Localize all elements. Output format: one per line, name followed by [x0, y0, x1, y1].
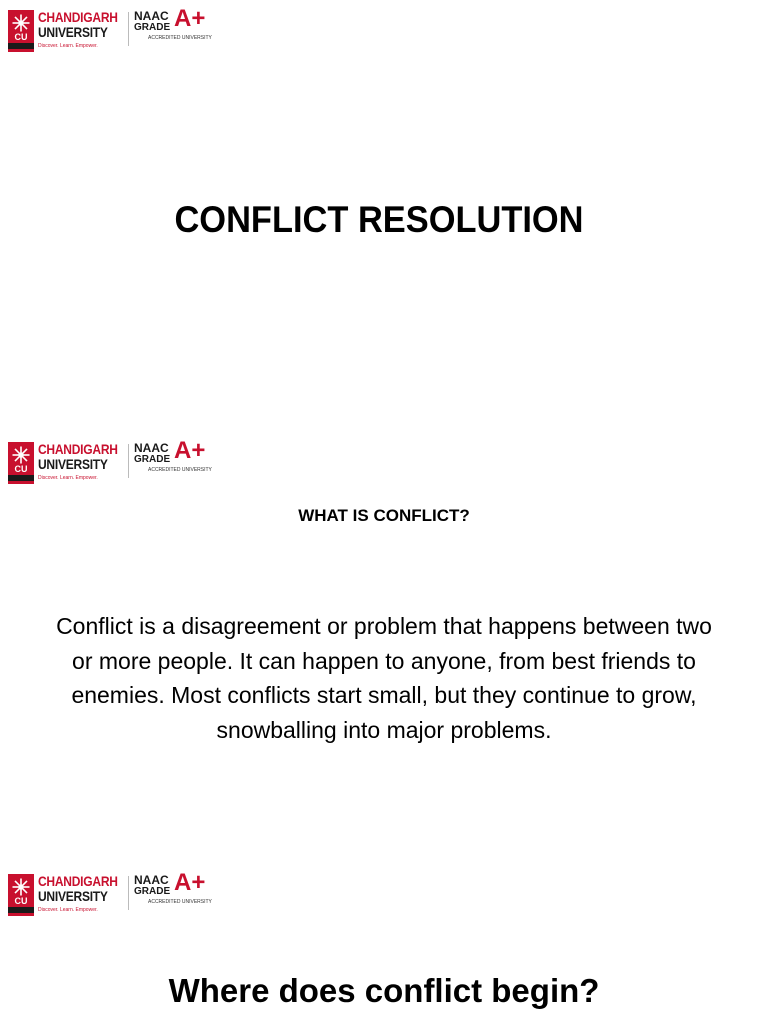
- emblem-base: [8, 475, 34, 481]
- emblem-star-icon: [11, 13, 31, 33]
- university-name-line2: UNIVERSITY: [38, 456, 108, 472]
- grade-label: GRADE: [134, 886, 171, 897]
- grade-value: A+: [174, 5, 206, 32]
- university-tagline: Discover. Learn. Empower.: [38, 475, 98, 481]
- grade-label: GRADE: [134, 22, 171, 33]
- university-name-line2: UNIVERSITY: [38, 888, 108, 904]
- university-logo-header: [8, 5, 212, 52]
- logo-divider: [128, 876, 129, 910]
- naac-badge: [134, 437, 212, 482]
- emblem-text: CU: [14, 32, 28, 42]
- emblem-star-icon: [11, 445, 31, 465]
- slide-3: [0, 864, 768, 1024]
- cu-emblem-icon: [8, 10, 34, 52]
- emblem-base: [8, 43, 34, 49]
- cu-emblem-icon: [8, 442, 34, 484]
- emblem-star-icon: [11, 877, 31, 897]
- naac-badge: [134, 5, 212, 50]
- accredited-label: ACCREDITED UNIVERSITY: [148, 35, 212, 41]
- grade-label: GRADE: [134, 454, 171, 465]
- logo-divider: [128, 444, 129, 478]
- university-name-line2: UNIVERSITY: [38, 24, 108, 40]
- emblem-text: CU: [14, 464, 28, 474]
- logo-divider: [128, 12, 129, 46]
- university-tagline: Discover. Learn. Empower.: [38, 43, 98, 49]
- accredited-label: ACCREDITED UNIVERSITY: [148, 467, 212, 473]
- naac-badge: [134, 869, 212, 914]
- emblem-text: CU: [14, 896, 28, 906]
- slide-2: [0, 432, 768, 864]
- university-tagline: Discover. Learn. Empower.: [38, 907, 98, 913]
- university-name-line1: CHANDIGARH: [38, 9, 118, 25]
- emblem-base: [8, 907, 34, 913]
- grade-value: A+: [174, 869, 206, 896]
- definition-paragraph: Conflict is a disagreement or problem that happens between two or more people. It can happen to anyone, from best friends to enemies. Most conflicts start small, but they continue to grow, snowballing into major problems.: [56, 613, 712, 743]
- slide-1: [0, 0, 768, 432]
- naac-label: NAAC: [134, 9, 169, 23]
- slide-title: Where does conflict begin?: [168, 972, 600, 1010]
- section-heading: WHAT IS CONFLICT?: [298, 506, 470, 526]
- university-name-line1: CHANDIGARH: [38, 873, 118, 889]
- naac-label: NAAC: [134, 441, 169, 455]
- grade-value: A+: [174, 437, 206, 464]
- accredited-label: ACCREDITED UNIVERSITY: [148, 899, 212, 905]
- university-logo-header: [8, 437, 212, 484]
- university-logo-header: [8, 869, 212, 916]
- university-name-line1: CHANDIGARH: [38, 441, 118, 457]
- cu-emblem-icon: [8, 874, 34, 916]
- slide-title: CONFLICT RESOLUTION: [174, 198, 584, 240]
- naac-label: NAAC: [134, 873, 169, 887]
